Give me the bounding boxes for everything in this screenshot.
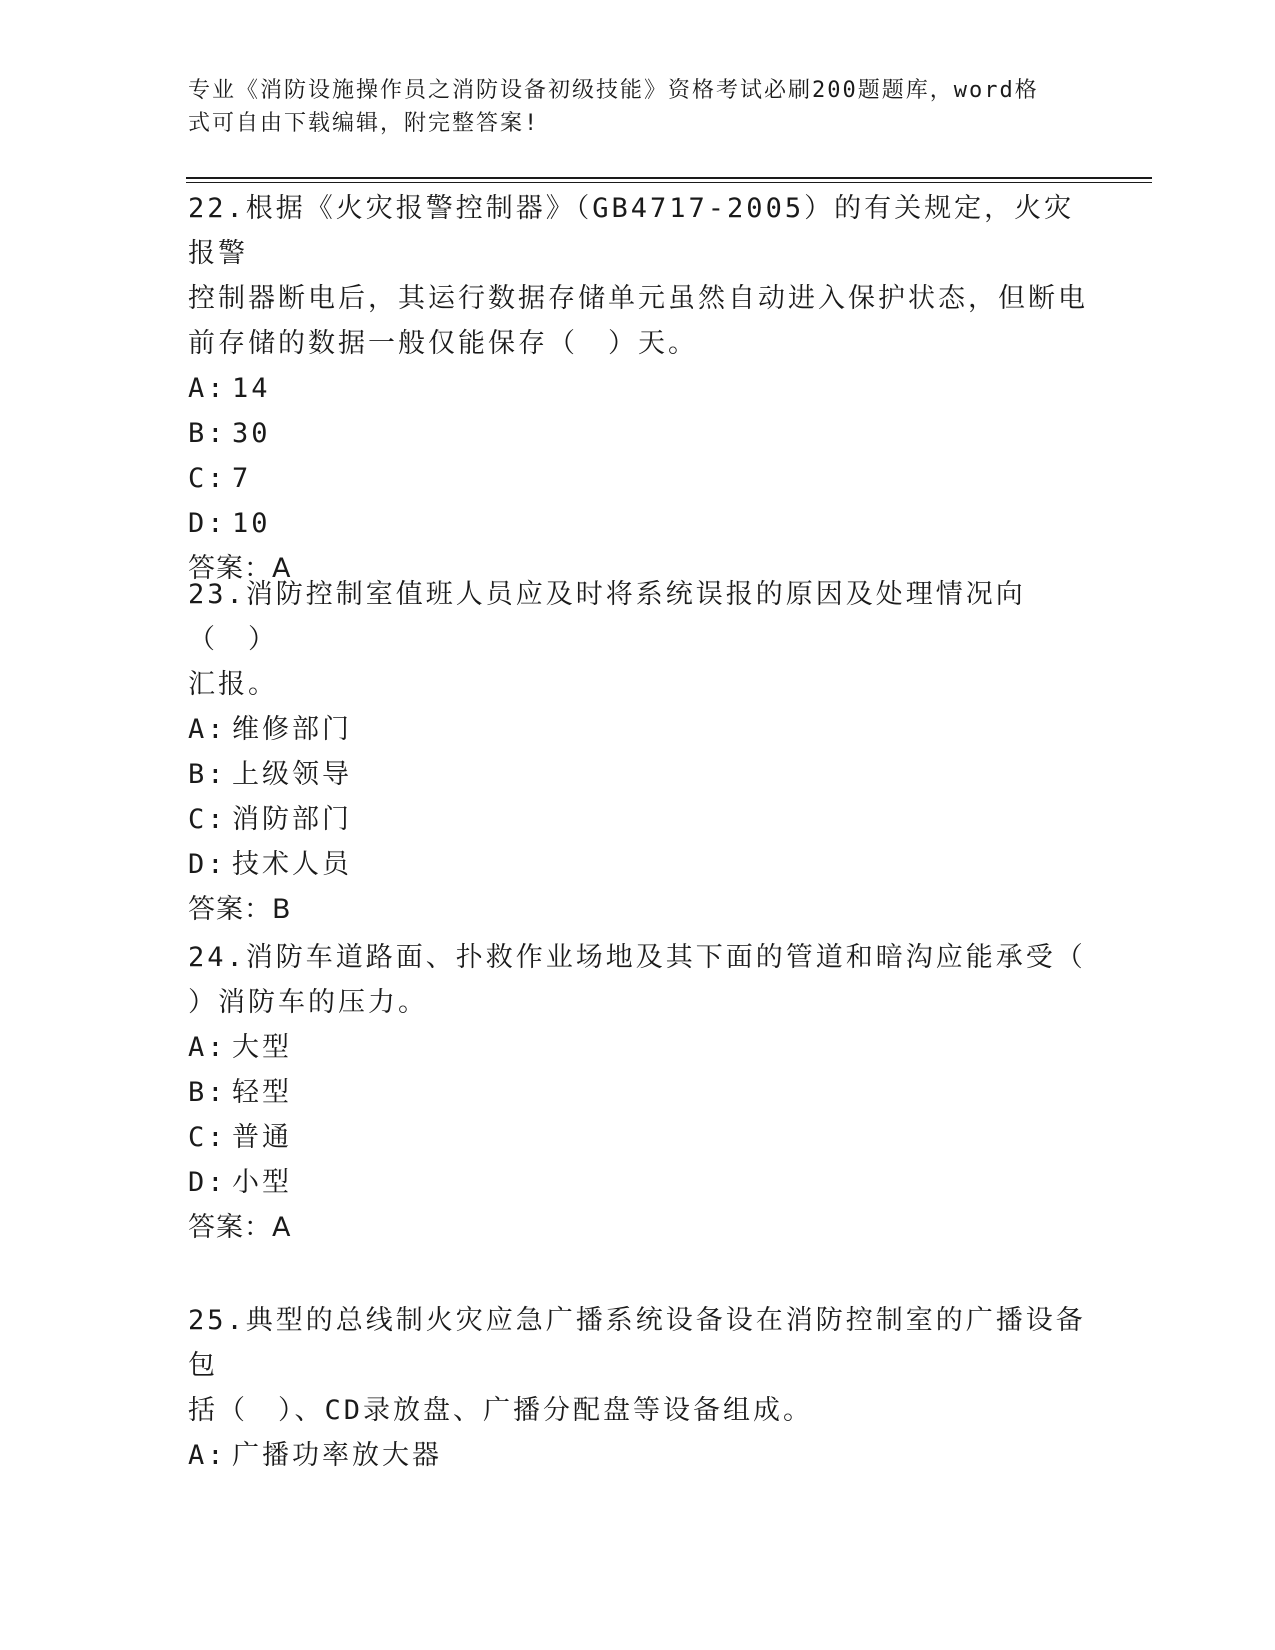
question-stem bbox=[188, 1298, 1088, 1433]
option-text: 上级领导 bbox=[232, 759, 352, 790]
question-22 bbox=[188, 186, 1088, 591]
document-header bbox=[188, 74, 1068, 140]
option-key: B: bbox=[188, 418, 227, 449]
stem-line: 23.消防控制室值班人员应及时将系统误报的原因及处理情况向（ ） bbox=[188, 579, 1026, 655]
option-key: C: bbox=[188, 463, 227, 494]
option-c bbox=[188, 797, 1088, 842]
question-25 bbox=[188, 1298, 1088, 1478]
option-key: C: bbox=[188, 804, 227, 835]
option-key: A: bbox=[188, 1440, 227, 1471]
question-24 bbox=[188, 935, 1088, 1250]
question-23 bbox=[188, 572, 1088, 932]
option-a bbox=[188, 366, 1088, 411]
option-b bbox=[188, 1070, 1088, 1115]
option-text: 轻型 bbox=[232, 1077, 292, 1108]
option-text: 30 bbox=[232, 418, 271, 449]
stem-line: 前存储的数据一般仅能保存（ ）天。 bbox=[188, 328, 698, 359]
option-d bbox=[188, 1160, 1088, 1205]
option-a bbox=[188, 1025, 1088, 1070]
option-b bbox=[188, 752, 1088, 797]
option-text: 大型 bbox=[232, 1032, 292, 1063]
option-text: 维修部门 bbox=[232, 714, 352, 745]
stem-line: 22.根据《火灾报警控制器》（GB4717-2005）的有关规定，火灾报警 bbox=[188, 193, 1075, 269]
option-key: A: bbox=[188, 714, 227, 745]
answer-line: 答案：B bbox=[188, 894, 292, 925]
option-key: D: bbox=[188, 508, 227, 539]
option-text: 10 bbox=[232, 508, 271, 539]
option-key: C: bbox=[188, 1122, 227, 1153]
option-text: 14 bbox=[232, 373, 271, 404]
option-key: D: bbox=[188, 849, 227, 880]
option-key: D: bbox=[188, 1167, 227, 1198]
question-stem bbox=[188, 186, 1088, 366]
stem-line: 括（ ）、CD录放盘、广播分配盘等设备组成。 bbox=[188, 1395, 814, 1426]
header-divider-thick bbox=[186, 177, 1152, 179]
option-d bbox=[188, 501, 1088, 546]
stem-line: 24.消防车道路面、扑救作业场地及其下面的管道和暗沟应能承受（ bbox=[188, 942, 1086, 973]
option-d bbox=[188, 842, 1088, 887]
option-c bbox=[188, 1115, 1088, 1160]
stem-line: ）消防车的压力。 bbox=[188, 987, 428, 1018]
option-b bbox=[188, 411, 1088, 456]
option-key: B: bbox=[188, 759, 227, 790]
question-stem bbox=[188, 935, 1088, 1025]
option-c bbox=[188, 456, 1088, 501]
stem-line: 25.典型的总线制火灾应急广播系统设备设在消防控制室的广播设备包 bbox=[188, 1305, 1086, 1381]
header-line-1: 专业《消防设施操作员之消防设备初级技能》资格考试必刷200题题库，word格 bbox=[188, 78, 1039, 103]
option-text: 7 bbox=[232, 463, 252, 494]
option-a bbox=[188, 1433, 1088, 1478]
stem-line: 控制器断电后，其运行数据存储单元虽然自动进入保护状态，但断电 bbox=[188, 283, 1088, 314]
header-line-2: 式可自由下载编辑，附完整答案! bbox=[188, 111, 540, 136]
option-text: 消防部门 bbox=[232, 804, 352, 835]
option-text: 普通 bbox=[232, 1122, 292, 1153]
stem-line: 汇报。 bbox=[188, 669, 278, 700]
option-text: 小型 bbox=[232, 1167, 292, 1198]
option-key: A: bbox=[188, 373, 227, 404]
answer-line: 答案：A bbox=[188, 1212, 292, 1243]
option-text: 技术人员 bbox=[232, 849, 352, 880]
header-divider-thin bbox=[186, 182, 1152, 183]
question-stem bbox=[188, 572, 1088, 707]
option-key: B: bbox=[188, 1077, 227, 1108]
option-a bbox=[188, 707, 1088, 752]
option-text: 广播功率放大器 bbox=[232, 1440, 442, 1471]
option-key: A: bbox=[188, 1032, 227, 1063]
answer-line: 答案：A bbox=[188, 553, 292, 584]
